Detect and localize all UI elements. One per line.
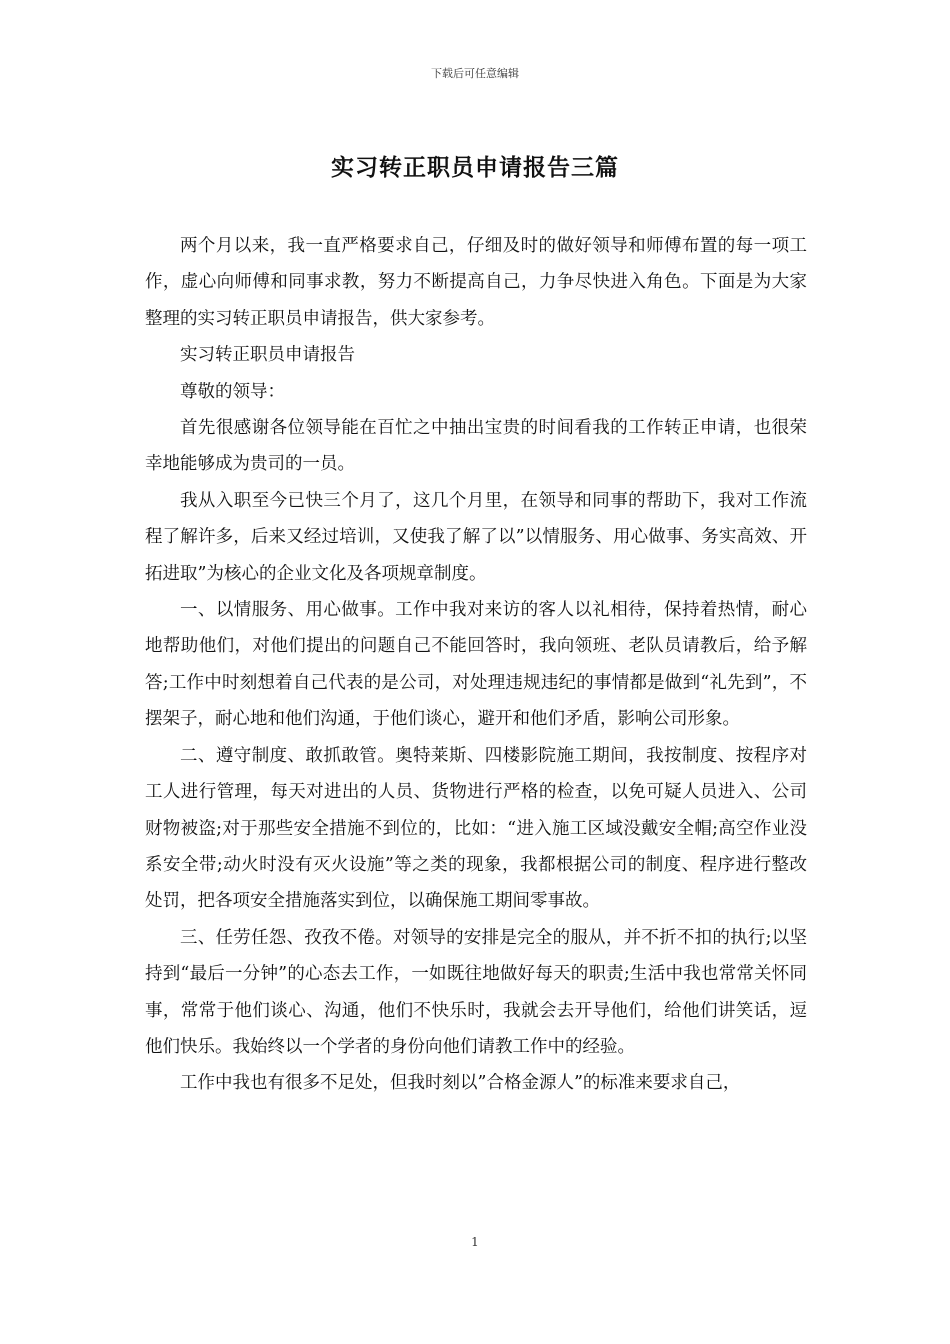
body-paragraph: 三、任劳任怨、孜孜不倦。对领导的安排是完全的服从，并不折不扣的执行;以坚持到“最后一分钟”的心态去工作，一如既往地做好每天的职责;生活中我也常常关怀同事，常常于他们谈心、沟通，他们不快乐时，我就会去开导他们，给他们讲笑话，逗他们快乐。我始终以一个学者的身份向他们请教工作中的经验。 <box>145 927 807 1057</box>
section-heading: 实习转正职员申请报告 <box>180 345 355 366</box>
document-body <box>145 228 807 1102</box>
body-paragraph: 首先很感谢各位领导能在百忙之中抽出宝贵的时间看我的工作转正申请，也很荣幸地能够成为贵司的一员。 <box>145 418 807 475</box>
page-number: 1 <box>471 1235 479 1249</box>
document-title: 实习转正职员申请报告三篇 <box>331 155 619 181</box>
body-paragraph: 工作中我也有很多不足处，但我时刻以”合格金源人”的标准来要求自己， <box>180 1073 741 1094</box>
page-header-note: 下载后可任意编辑 <box>431 67 519 80</box>
body-paragraph: 二、遵守制度、敢抓敢管。奥特莱斯、四楼影院施工期间，我按制度、按程序对工人进行管理，每天对进出的人员、货物进行严格的检查，以免可疑人员进入、公司财物被盗;对于那些安全措施不到位的，比如：“进入施工区域没戴安全帽;高空作业没系安全带;动火时没有灭火设施”等之类的现象，我都根据公司的制度、程序进行整改处罚，把各项安全措施落实到位，以确保施工期间零事故。 <box>145 745 807 912</box>
body-paragraph: 我从入职至今已快三个月了，这几个月里，在领导和同事的帮助下，我对工作流程了解许多，后来又经过培训，又使我了解了以”以情服务、用心做事、务实高效、开拓进取”为核心的企业文化及各项规章制度。 <box>145 490 807 584</box>
salutation: 尊敬的领导： <box>180 381 285 402</box>
intro-paragraph: 两个月以来，我一直严格要求自己，仔细及时的做好领导和师傅布置的每一项工作，虚心向师傅和同事求教，努力不断提高自己，力争尽快进入角色。下面是为大家整理的实习转正职员申请报告，供大家参考。 <box>145 236 807 329</box>
body-paragraph: 一、以情服务、用心做事。工作中我对来访的客人以礼相待，保持着热情，耐心地帮助他们，对他们提出的问题自己不能回答时，我向领班、老队员请教后，给予解答;工作中时刻想着自己代表的是公司，对处理违规违纪的事情都是做到“礼先到”，不摆架子，耐心地和他们沟通，于他们谈心，避开和他们矛盾，影响公司形象。 <box>145 600 807 730</box>
